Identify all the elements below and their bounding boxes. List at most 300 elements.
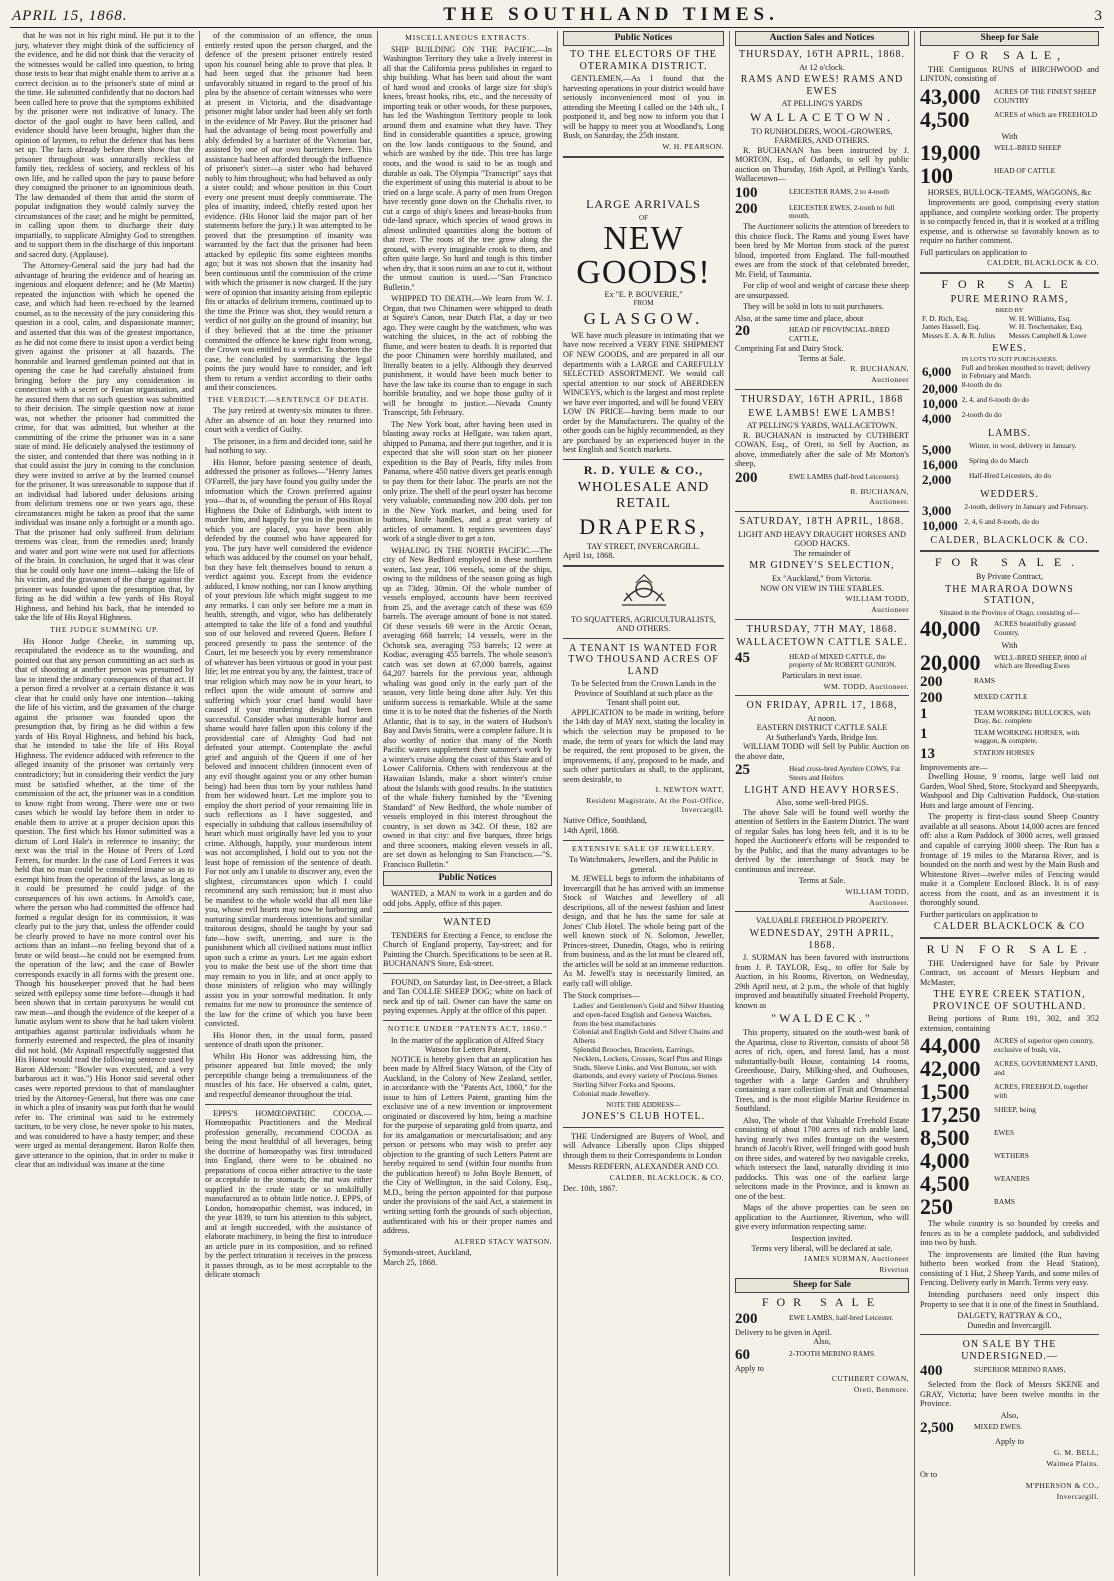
- lot-desc: ACRES of which are FREEHOLD: [994, 109, 1098, 119]
- auction-subheading: The remainder of: [793, 548, 851, 558]
- lot-count: 8,500: [920, 1125, 970, 1151]
- lot-count: 100: [920, 163, 953, 189]
- run-intro: THE Undersigned have for Sale by Private Contract, on account of Messrs Hepburn and McMaster,: [920, 958, 1099, 987]
- lot-count: 1: [920, 725, 928, 742]
- new-goods-heading: NEW GOODS!: [576, 219, 711, 291]
- stock-item: Sterling Silver Forks and Spoons.: [573, 1080, 676, 1090]
- signature: CALDER, BLACKLOCK, & CO.: [609, 1172, 724, 1182]
- pigs-line: Also, some well-bred PIGS.: [775, 798, 869, 808]
- address: Symonds-street, Auckland,: [383, 1248, 472, 1258]
- lot-row: [920, 1035, 1099, 1057]
- lot-row: [920, 747, 1099, 762]
- signature: M'PHERSON & CO.,: [1025, 1480, 1099, 1490]
- article-paragraph: His Honor then, in the usual form, passed sentence of death upon the prisoner.: [205, 1030, 372, 1050]
- lot-desc: WETHERS: [994, 1151, 1029, 1161]
- signature: DALGETY, RATTRAY & CO.,: [957, 1311, 1062, 1321]
- divider: [735, 619, 909, 620]
- inspection-line: Inspection invited.: [791, 1233, 853, 1243]
- lot-desc: 8-tooth do do: [961, 379, 1002, 389]
- lot-row: [920, 1081, 1099, 1103]
- auction-place: WALLACETOWN.: [749, 109, 895, 124]
- lot-desc: Half-Bred Leicesters, do do: [968, 470, 1052, 480]
- patents-heading: NOTICE UNDER "PATENTS ACT, 1860.": [387, 1023, 548, 1033]
- wedders-heading: WEDDERS.: [980, 488, 1039, 500]
- lot-count: 19,000: [920, 140, 981, 166]
- ship-name: Ex "E. P. BOUVERIE,": [604, 289, 683, 299]
- lot-desc: MIXED CATTLE: [974, 691, 1028, 701]
- divider: [563, 459, 724, 460]
- divider: [735, 911, 909, 912]
- lot-count: 4,500: [920, 1171, 970, 1197]
- lot-desc: HEAD of MIXED CATTLE, the property of Mr ROBERT GUNION.: [789, 651, 897, 670]
- lot-count: 4,000: [920, 1148, 970, 1174]
- signature: I. NEWTON WATT,: [655, 785, 724, 795]
- auction-date: THURSDAY, 7TH MAY, 1868.: [746, 623, 898, 635]
- property-name: "WALDECK.": [771, 1011, 873, 1026]
- lot-count: 2,500: [920, 1420, 954, 1437]
- auction-sales-header: Auction Sales and Notices: [735, 31, 909, 46]
- article-paragraph: The Attorney-General said the jury had had the advantage of hearing the evidence and of hearing an ingenious and eloquent defence; and he (Mr Martin) repeated the injunction with which he opened the case, and which had been re-echoed by the learned counsel, as to the necessity of the jury considering this question in a cool, calm, and dispassionate manner; and asserted that this was of the greatest importance, as he did not come there to insist upon a verdict being given against the prisoner at all hazards. The honorable and learned gentleman pointed out that in opening the case he had carefully abstained from bringing before the jury any consideration in connection with a secret or Fenian organisation, and he assured them that no such question was submitted to their decision. The simple question now at issue was, not whether the prisoner had committed the crime, for that was admitted, but whether at the committing of the crime the prisoner was in a sane state of mind. He delicately analysed the testimony of the sister, and contended that there was nothing in it that could assist the jury in coming to the conclusion they were invited to arrive at by the learned counsel for the prisoner. It was unreasonable to suppose that if an individual had labored under delusions arising from delirium tremens one or two years ago, these circumstances might be taken as proof that the same individual was insane only a fortnight or a month ago. That the prisoner had only suffered from delirium tremens was clear, from the remedies used; brandy and water and port wine were not used for affections of the brain. In conclusion, he urged that it was clear that he could only have one intent—taking the life of his victim, and the gravamen of the charge against the prisoner was founded upon the presumption that, by firing as he did within a few yards of His Royal Highness, and behind his back, that he intended to take the life of His Royal Highness.: [15, 261, 194, 623]
- run-for-sale-heading: RUN FOR SALE.: [926, 941, 1093, 956]
- lot-desc: 2, 4, 6 and 8-tooth, do do: [964, 516, 1039, 526]
- divider: [563, 638, 724, 639]
- wanted-heading: WANTED: [443, 917, 492, 929]
- ewes-table: [920, 364, 1099, 426]
- column-3: [378, 31, 558, 1576]
- signature-place: Waimea Plains.: [1046, 1458, 1099, 1468]
- electors-notice: GENTLEMEN,—As I found that the harvesting operations in your district would have seriously inconvenienced most of you in attending the Meeting I called on the 14th ult., I postponed it, and beg now to inform you that I will be happy to meet you at Woodland's, Long Bush, on Saturday, the 25th instant.: [563, 74, 724, 141]
- station-heading: THE MARAROA DOWNS STATION,: [945, 583, 1074, 607]
- auction-to: TO RUNHOLDERS, WOOL-GROWERS, FARMERS, AND OTHERS.: [751, 126, 893, 146]
- divider: [920, 937, 1099, 939]
- auction-body: The Auctioneer solicits the attention of breeders to this choice flock. The Rams and young Ewes have been bred by Mr Morton from stock of the purest blood, imported from England. The full-mouthed ewes are from the stock of that celebrated breeder, Mr. Field, of Tasmania.: [735, 221, 909, 279]
- royal-crest-icon: [614, 571, 674, 611]
- signature: ALFRED STACY WATSON.: [454, 1236, 552, 1246]
- divider: [735, 389, 909, 390]
- run-body: Improvements are good, comprising every station appliance, and complete working order. The property is so compactly fenced in, that it is worked at a trifling expense, and is otherwise so favorably known as to require no further comment.: [920, 197, 1099, 246]
- on-sale-heading: ON SALE BY THE UNDERSIGNED.—: [961, 1339, 1058, 1362]
- lot-row: [920, 1364, 1099, 1379]
- lot-row: [920, 83, 1099, 109]
- auction-heading: EWE LAMBS! EWE LAMBS!: [748, 407, 896, 419]
- particulars: Further particulars on application to: [920, 909, 1038, 919]
- auction-body: R. BUCHANAN has been instructed by J. MORTON, Esq., of Oatlands, to sell by public auction on Thursday, 16th April, at Pelling's Yards, Wallacetown—: [735, 145, 909, 184]
- lot-desc: RAMS: [994, 1197, 1015, 1207]
- date-line: 14th April, 1868.: [563, 825, 619, 835]
- drapers-heading: DRAPERS,: [579, 514, 708, 540]
- lot-desc: HEAD OF CATTLE: [994, 166, 1056, 176]
- lot-desc: 2, 4, and 6-tooth do do: [961, 395, 1029, 404]
- column-1: [10, 31, 200, 1576]
- divider: [920, 272, 1099, 274]
- auction-date: WEDNESDAY, 29TH APRIL, 1868.: [749, 927, 895, 951]
- or-line: Or to: [920, 1470, 938, 1480]
- apply-line: Apply to: [735, 1363, 764, 1373]
- lot-desc: HEAD OF PROVINCIAL-BRED CATTLE,: [789, 325, 890, 343]
- auction-heading: WALLACETOWN CATTLE SALE.: [736, 637, 908, 649]
- lot-row: [920, 165, 1099, 187]
- article-paragraph: that he was not in his right mind. He put it to the jury, whatever they might think of the sufficiency of the evidence, and he did not think that the veracity of the witnesses would be called into question, to bring those tests to bear that might enable them to arrive at a correct decision as to the prisoner's state of mind at the time. He submitted confidently that no doctors had been called here to prove that the symptoms exhibited by the prisoner were not indicative of lunacy. The doctor of the gaol ought to have been called, and evidence should have been brought, higher than the opinion of laymen, to rebut the defence that has been set up. The facts already before them show that the prisoner throughout was unnaturally reckless of family ties, reckless of society, and reckless of his own life, and he called upon the jury to pause before they consigned the prisoner to an ignominious death. The law demanded of them that amid the storm of popular indignation they would calmly survey the circumstances of the case; and he might be permitted, in calling upon them to discharge their duty impartially, to supplicate Almighty God to strengthen and to support them in the discharge of this important and sacred duty. (Applause).: [15, 31, 194, 259]
- wholesale-heading: WHOLESALE AND RETAIL: [577, 479, 710, 511]
- article-paragraph: His Honor Judge Cheeke, in summing up, recapitulated the evidence as to the wounding, and pointed out that any person committing an act such as that of shooting at another person was presumed by law to intend the ordinary consequences of that act. If a person fired a revolver at a certain distance it was clear that he could only have one intention—taking the life of his victim, and the gravamen of the charge against the prisoner was founded upon the presumption that, by firing as he did within a few yards of His Royal Highness, and behind his back, that he intended to take the life of His Royal Highness. The evidence adduced with reference to the alleged insanity of the prisoner was certainly very contradictory; but in considering their verdict the jury must be satisfied whether, at the time of the commission of the act, the prisoner was in a condition to know right from wrong. There were one or two cases which he would lay before them in order to enable them to arrive at a proper decision upon this question. The first which his Honor submitted was a dictum of Lord Hale's in reference to insanity; the next was the trial in the House of Peers of Lord Ferrers, for murder. In the case of Lord Ferrers it was held that no man could be considered insane so as to exempt him from the operation of the laws, as long as it could be presumed he could judge of the consequences of his own actions. In Arnold's case, where the person who had committed the offence had formed a regular design for its commission, it was clearly put to the jury that, unless the offender could be clearly proved to have no more control over his actions than an infant—no feeling beyond that of a brute or wild beast—he could not be exempted from the operation of the law; and the case of Bowler corresponds exactly in all forms with the present one. Though his housekeeper proved that he had been seized with epilepsy some time before—though it had been shown that in certain paroxysms he would cut raw meat—and though the evidence of the keeper of a lunatic asylum went to show that he had taken violent antipathies against particular individuals whom he formerly esteemed and respected, the plea of insanity did not hold. (Mr Aspinall respectfully suggested that His Honor would read the following sentence used by Baron Alderson: "Bowler was executed, and a very barbarous act it was.") His Honor said several other cases were reported previous to that of manslaughter tried by the Attorney-General, but there was one case in which a plea of insanity was put forth that he would refer to. The criminal was said to be extremely taciturn, to be very close, he never spoke to his mates, and was considered to have a hasty temper; and these were urged as mental derangement. Baron Rolfe then gave utterance to the opinion, that in order to make it clear that an individual was insane at the time: [15, 636, 194, 1170]
- breeder: W. H. Teschemaker, Esq.: [1008, 322, 1083, 332]
- lot-desc: SUPERIOR MERINO RAMS,: [974, 1365, 1066, 1375]
- breeder: W. H. Williams, Esq.: [1008, 313, 1072, 323]
- wool-ad: THE Undersigned are Buyers of Wool, and will Advance Liberally upon Clips shipped through them to their Correspondents in London: [563, 1131, 724, 1160]
- auction-date: THURSDAY, 16TH APRIL, 1868.: [739, 49, 905, 61]
- auction-heading: RAMS AND EWES! RAMS AND EWES: [740, 74, 904, 97]
- stock-item: Studs, Sleeve Links, and Vest Buttons, set with diamonds, and every variety of Precious Stones: [573, 1062, 718, 1081]
- lot-count: 13: [920, 745, 935, 762]
- auction-heading: LIGHT AND HEAVY DRAUGHT HORSES AND GOOD HACKS.: [738, 529, 906, 549]
- lots-line: IN LOTS TO SUIT PURCHASERS.: [961, 356, 1058, 364]
- stock-item: Colonial and English Gold and Silver Chains and Alberts: [573, 1027, 723, 1046]
- lot-row: [735, 186, 909, 201]
- breeder: Messrs E. A. & R. Julius: [922, 331, 996, 341]
- column-5: [730, 31, 915, 1576]
- view-line: NOW ON VIEW IN THE STABLES.: [760, 583, 884, 593]
- lot-desc: Winter, in wool, delivery in January.: [968, 440, 1077, 450]
- with-line: With: [1001, 641, 1018, 651]
- article-paragraph: The jury retired at twenty-six minutes to three. After an absence of an hour they returned into court with a verdict of Guilty.: [205, 406, 372, 435]
- auction-time: At noon.: [807, 713, 837, 723]
- terms: Terms at Sale.: [798, 876, 846, 886]
- lot-count: 4,500: [920, 106, 970, 132]
- lot-row: [920, 1104, 1099, 1126]
- lot-count: 44,000: [920, 1033, 981, 1059]
- issue-date: APRIL 15, 1868.: [12, 8, 128, 24]
- auction-time: At 12 o'clock.: [799, 62, 845, 72]
- lot-row: [920, 1127, 1099, 1149]
- lot-count: 10,000: [922, 396, 958, 411]
- lot-row: [920, 142, 1099, 164]
- ewes-heading: EWES.: [992, 342, 1027, 354]
- station-body: The property is first-class sound Sheep Country available at all seasons. About 14,000 acres are fenced off: also a Ram Paddock of 3000 acres, well grassed and capable of carrying 3000 sheep. The Run has a frontage of 19 miles to the Mararoa River, and is bounded on the north and west by the Main Bush and Whitestone River—twelve miles of Fencing would make it a Complete Enclosed Block. It is of easy access from the coast, and as an investment it is thoroughly sound.: [920, 812, 1099, 908]
- auction-date: SATURDAY, 18TH APRIL, 1868.: [739, 516, 905, 528]
- sheep-for-sale-header: Sheep for Sale: [735, 1278, 909, 1293]
- divider: [383, 1020, 552, 1021]
- bred-by: BRED BY: [995, 307, 1024, 315]
- signature-place: Oreti, Benmore.: [853, 1384, 909, 1394]
- lot-desc: STATION HORSES: [974, 747, 1035, 757]
- run-intro: THE Contiguous RUNS of BIRCHWOOD and LINTON, consisting of: [920, 64, 1099, 84]
- ship-line: Ex "Auckland," from Victoria.: [772, 574, 872, 584]
- lot-count: 40,000: [920, 616, 981, 642]
- glasgow-heading: GLASGOW.: [583, 309, 704, 329]
- divider: [563, 1127, 724, 1128]
- large-arrivals-heading: LARGE ARRIVALS: [586, 196, 701, 211]
- auction-body: Maps of the above properties can be seen on application to the Auctioneer, Riverton, who will give every information respecting same.: [735, 1203, 909, 1232]
- lot-count: 250: [920, 1194, 953, 1220]
- lot-desc: 2-TOOTH MERINO RAMS.: [789, 1348, 876, 1358]
- lot-count: 200: [735, 1310, 758, 1327]
- signature: R. BUCHANAN,: [850, 486, 909, 496]
- lot-count: 16,000: [922, 456, 958, 472]
- divider: [563, 565, 724, 567]
- auction-location: AT PELLING'S YARDS, WALLACETOWN.: [746, 421, 898, 431]
- divider: [563, 156, 724, 158]
- lot-desc: WEANERS: [994, 1174, 1030, 1184]
- signature-place: Invercargill.: [1056, 1491, 1099, 1501]
- contract-line: By Private Contract,: [975, 572, 1044, 582]
- lot-desc: LEICESTER EWES, 2-tooth to full mouth.: [789, 202, 895, 221]
- signature: CALDER, BLACKLOCK & CO.: [930, 534, 1089, 546]
- divider: [735, 511, 909, 512]
- divider: [383, 912, 552, 913]
- wool-correspondents: Messrs REDFERN, ALEXANDER AND CO.: [567, 1162, 720, 1172]
- signature: JAMES SURMAN, Auctioneer: [803, 1254, 909, 1264]
- article-paragraph: of the commission of an offence, the onus entirely rested upon the person charged, and the defence of the present prisoner entirely rested upon his counsel being able to prove that plea. It had been urged that the prisoner had been unfavorably situated in regard to the proof of his plea by the absence of certain witnesses who were at present in Victoria, and the disadvantage prisoner might labor under had been ably set forth in the evidence of Mr Pavey. But the prisoner had had the advantage of being most powerfully and ably defended by a barrister of the Victorian bar, assisted by one of our own barristers here. This assistance had been afforded through the influence of prisoner's sister—a sister who had behaved nobly to him throughout; who had behaved as only a sister could; and whose position in this Court every one present must deeply commiserate. The plea of insanity, indeed, chiefly rested upon her evidence. (His Honor laid the major part of her statements before the jury.) It was attempted to be proved that the presumption of insanity was warranted by the fact that the prisoner had been attacked by epileptic fits some eighteen months ago; but it was not shown that the insanity had been continuous until the commission of the crime with which the prisoner is now charged. If the jury were of opinion that insanity arising from epileptic fits or attacks of delirium tremens, continued up to the time the Prince was shot, they would return a verdict of not guilty on the ground of insanity; but if they believed that at the time the prisoner committed the offence he knew right from wrong, the Crown was entitled to a verdict. To shorten the case, he concluded by summarising the legal points the jury would have to consider, and left them to return a verdict according to their oaths and their consciences.: [205, 31, 372, 393]
- property-heading: VALUABLE FREEHOLD PROPERTY.: [755, 916, 889, 926]
- lot-count: 20,000: [920, 649, 981, 675]
- lot-count: 200: [735, 469, 758, 486]
- divider: [383, 973, 552, 974]
- lot-count: 100: [735, 184, 758, 201]
- signature: WILLIAM TODD,: [845, 886, 909, 896]
- date-line: March 25, 1868.: [383, 1257, 438, 1267]
- lot-row: [920, 618, 1099, 640]
- lot-count: 200: [735, 200, 758, 217]
- lot-row: [920, 106, 1099, 132]
- auction-location: AT PELLING'S YARDS: [781, 99, 863, 109]
- date-line: April 1st, 1868.: [563, 551, 615, 561]
- run-body: Selected from the flock of Messrs SKENE and GRAY, Victoria; have been twelve months in the Province.: [920, 1380, 1099, 1409]
- column-2: [200, 31, 378, 1576]
- lot-desc: ACRES of superior open country, exclusive of bush, viz,: [994, 1036, 1094, 1054]
- lot-count: 42,000: [920, 1056, 981, 1082]
- signature: G. M. BELL,: [1053, 1447, 1099, 1457]
- article-paragraph: The New York boat, after having been used in blasting away rocks at Hellgate, was taken apart, shipped to Panama, and there put together, and it is expected that she will soon start on her pioneer expedition to the Bay of Pearls, fifty miles from Panama, where 450 native divers get pearls enough to pay them for their labor. The pearls are not the only prize. The shell of the pearl oyster has become very valuable, commanding now 200 dols. per ton in the New York market, and being used for buttons, knife handles, and a great variety of articles of ornament. It requires seventeen days' work of a single diver to get a ton.: [383, 419, 552, 544]
- article-paragraph: SHIP BUILDING ON THE PACIFIC.—In Washington Territory they take a lively interest in all that the California press publishes in regard to ship building. What has been said about the want of hard wood and crooks of large size for ship's knees, breast hooks, ribs, etc., and the necessity of importing teak or other woods, for these purposes, has led the Washington Territory people to look around them and examine what they have. They find in considerable quantities a spruce, growing on the low lands contiguous to the Sound, and which are washed by the tide. This tree has large roots, and the wood is said to be as tough and durable as oak. The Olympia "Transcript" says that the experiment of using this material is about to be tried on a large scale. A party of men from Oregon have recently gone down on the Chehalis river, to cut a cargo of ship's knees and breast-hooks from tide-land spruce, which species of wood grows in almost unlimited quantities along the bottom of that river. The roots of the tree grow along the ground, with every imaginable crook to them, and often quite large. So hard and tough is this timber when dry, that it soon ruins an axe to cut it, without the utmost caution is used.—"San Francisco Bulletin.": [383, 44, 552, 292]
- horses-line: HORSES, BULLOCK-TEAMS, WAGGONS, &c: [927, 188, 1092, 198]
- wedders-table: [920, 503, 1099, 533]
- improvements-body: Dwelling House, 9 rooms, large well laid out Garden, Wool Shed, Store, Stockyard and Sheepyards, Washpool and Dip Cultivation Paddock, Out-station Huts and large amount of Fencing.: [920, 772, 1099, 810]
- lot-count: 1,500: [920, 1079, 970, 1105]
- note-address: NOTE THE ADDRESS—: [606, 1100, 681, 1109]
- signature: WILLIAM TODD,: [845, 594, 909, 604]
- signature-role: Auctioneer.: [869, 497, 909, 507]
- run-body: Being portions of Runs 191, 302, and 352 extension, containing: [920, 1014, 1099, 1033]
- from-label: FROM: [633, 299, 654, 308]
- page-number: 3: [1094, 8, 1102, 24]
- lot-count: 43,000: [920, 83, 981, 109]
- tenant-body: APPLICATION to be made in writing, before the 14th day of MAY next, stating the locality in which the selection may be proposed to be made, the term of years for which the land may be required, the rent proposed to be given, the improvements, if any, proposed to be made, and such other particulars as shall, to the applicant, seem desirable, to: [563, 707, 724, 784]
- article-paragraph: Whilst His Honor was addressing him, the prisoner appeared but little moved; the only perceptible change being a tremulousness of the muscles of his face. He observed a calm, quiet, and respectful demeanor throughout the trial.: [205, 1051, 372, 1099]
- run-body: The whole country is so bounded by creeks and fences as to be a complete paddock, and subdivided into two by bush.: [920, 1219, 1099, 1248]
- signature: CALDER, BLACKLOCK & CO.: [987, 258, 1099, 268]
- of-label: OF: [639, 213, 648, 222]
- lot-note: Comprising Fat and Dairy Stock.: [735, 344, 844, 354]
- lot-row: [920, 1196, 1099, 1218]
- lot-count: 5,000: [922, 441, 952, 457]
- lot-desc: MIXED EWES.: [974, 1422, 1023, 1432]
- also-line: Also,: [1000, 1410, 1019, 1420]
- electors-heading: TO THE ELECTORS OF THE OTERAMIKA DISTRICT.: [570, 49, 717, 72]
- tenant-subheading: To be Selected from the Crown Lands in the Province of Southland at such place as the Tenant shall point out.: [571, 679, 716, 708]
- masthead: [10, 4, 1104, 28]
- lot-desc: ACRES, GOVERNMENT LAND, and: [994, 1059, 1098, 1077]
- improvements-label: Improvements are—: [920, 762, 988, 772]
- breeder: Messrs Campbell & Lowe: [1008, 331, 1087, 341]
- lot-count: 2,000: [922, 471, 952, 487]
- delivery-line: Delivery to be given in April.: [735, 1327, 832, 1337]
- auction-body: The above Sale will be found well worthy the attention of Settlers in the Eastern District. The want of regular Sales has long been felt, and it is to be hoped the Auctioneer's efforts will be responded to by the Public, and that the many advantages to be derived by the interchange of Stock may be continuous and increase.: [735, 807, 909, 874]
- signature: R. BUCHANAN,: [850, 364, 909, 374]
- epps-cocoa-ad: EPPS'S HOMŒOPATHIC COCOA.— Homœopathic Practitioners and the Medical profession generally, recommend COCOA as being the most healthful of all beverages, being the doctrine of homœopathy was first introduced into England, there were to be obtained no preparations of cocoa either attractive to the taste or acceptable to the stomach; the nut was either supplied in the crude state or so unskilfully manufactured as to obtain little notice. J. EPPS, of London, homœopathic chemist, was induced, in the year 1839, to turn his attention to this subject, and at length succeeded, with the assistance of elaborate machinery, in being the first to introduce an article pure in its composition, and so refined by the perfect trituration it receives in the process it passes through, as to be most acceptable to the delicate stomach: [205, 1108, 372, 1280]
- lot-desc: EWES: [994, 1128, 1015, 1138]
- horses-line: LIGHT AND HEAVY HORSES.: [744, 784, 900, 796]
- patents-notice: NOTICE is hereby given that an application has been made by Alfred Stacy Watson, of the City of Auckland, in the Colony of New Zealand, settler, in accordance with the "Patents Act, 1860," for the issue to him of Letters Patent, granting him the exclusive use of a new invention or improvement originated or discovered by him, being a machine for the purpose of separating gold from quartz, and for its amalgamation or mercurialisation; and any person or persons who may wish to prefer any objection to the granting of such Letters Patent are hereby required to send (within four months from the publication hereof) to John Boyle Bennett, of the City of Wellington, in the said Colony, Esq., M.D., being the person appointed for that purpose under the provisions of the said Act, a statement in writing setting forth the grounds of such objection, authenticated with his or their proper names and address.: [383, 1054, 552, 1236]
- lot-desc: 2-tooth do do: [961, 410, 1002, 420]
- lot-desc: LEICESTER RAMS, 2 to 4-tooth: [789, 186, 889, 196]
- breeder: F. D. Rich, Esq.: [922, 313, 969, 323]
- public-notices-header: Public Notices: [383, 871, 552, 886]
- lot-count: 200: [920, 673, 943, 690]
- auction-body: J. SURMAN has been favored with instructions from J. P. TAYLOR, Esq., to offer for Sale by Auction, in his Rooms, Riverton, on Wednesday, 29th April next, at 2 p.m., the whole of that highly improved and beautifully situated Freehold Property, known as: [735, 953, 909, 1010]
- lot-row: [735, 1348, 909, 1363]
- particulars: Full particulars on application to: [920, 247, 1027, 257]
- lot-count: 20,000: [922, 380, 958, 396]
- squatters-heading: TO SQUATTERS, AGRICULTURALISTS, AND OTHERS.: [571, 614, 716, 634]
- article-paragraph: The prisoner, in a firm and decided tone, said he had nothing to say.: [205, 436, 372, 456]
- particulars: Particulars in next issue.: [781, 670, 863, 680]
- jewellery-subheading: To Watchmakers, Jewellers, and the Public in general.: [569, 855, 718, 874]
- lot-count: 6,000: [922, 363, 952, 379]
- column-4: [558, 31, 730, 1576]
- lot-desc: ACRES OF THE FINEST SHEEP COUNTRY: [994, 86, 1097, 105]
- auction-body: For clip of wool and weight of carcase these sheep are unsurpassed.: [735, 281, 909, 300]
- section-heading: THE VERDICT.—SENTENCE OF DEATH.: [207, 394, 370, 404]
- divider: [735, 695, 909, 696]
- signature-place: Riverton: [879, 1264, 909, 1274]
- lot-desc: ACRES, FREEHOLD, together with: [994, 1082, 1089, 1100]
- lot-row: [920, 691, 1099, 706]
- divider: [205, 1104, 372, 1105]
- new-goods-body: WE have much pleasure in intimating that we have now received a VERY FINE SHIPMENT OF NEW GOODS, and are prepared in all our departments with a LARGE and CAREFULLY SELECTED ASSORTMENT. We would call special attention to our stock of ABERDEEN WINCEYS, which is the largest and most replete we have ever imported, and will be found VERY LOW IN PRICE—having been made to our order by the Manufacturers. The quality of the other goods can be highly recommended, as they are purchased by an experienced buyer in the best English and Scotch markets.: [563, 330, 724, 455]
- lot-row: [920, 675, 1099, 690]
- jewellery-body: M. JEWELL begs to inform the inhabitants of Invercargill that he has arrived with an immense Stock of Watches and Jewellery of all descriptions, all of the newest fashion and latest design, and that he has the same for sale at Jones' Club Hotel. The whole being part of the well known stock of N. Solomon, Jeweller, Princes-street, Dunedin, Otago, who is retiring from business, and as the lot must be cleared off, the articles will be sold at an immense reduction. As M. Jewell's stay is necessarily limited, an early call will oblige.: [563, 874, 724, 988]
- for-sale-heading: FOR SALE: [941, 276, 1078, 291]
- lot-row: [735, 471, 909, 486]
- patents-subheading: In the matter of the application of Alfred Stacy Watson for Letters Patent.: [390, 1035, 545, 1055]
- station-heading: THE EYRE CREEK STATION, PROVINCE OF SOUTHLAND.: [932, 989, 1087, 1012]
- lot-count: 25: [735, 762, 750, 779]
- lot-desc: EWE LAMBS (half-bred Leicesters).: [789, 471, 900, 481]
- auction-body: Also, The whole of that Valuable Freehold Estate consisting of about 1700 acres of rich arable land, having nearly two miles frontage on the western branch of Jacob's River, well fringed with good bush on three sides, and watered by two navigable creeks, which intersect the land, naturally dividing it into paddocks. This was one of the earliest large selections made in the Province, and is known as one of the best.: [735, 1115, 909, 1201]
- jewellery-heading: EXTENSIVE SALE OF JEWELLERY.: [572, 843, 715, 853]
- divider: [920, 1334, 1099, 1335]
- lot-row: [735, 202, 909, 221]
- terms: Terms at Sale.: [798, 353, 846, 363]
- lot-row: [920, 1173, 1099, 1195]
- lot-count: 45: [735, 649, 750, 666]
- lot-count: 400: [920, 1363, 943, 1380]
- lot-desc: 2-tooth, delivery in January and February.: [964, 501, 1089, 511]
- date-line: Dec. 10th, 1867.: [563, 1184, 618, 1194]
- location-line: Situated in the Province of Otago, consisting of—: [939, 608, 1080, 617]
- lot-count: 200: [920, 689, 943, 706]
- lot-row: [735, 763, 909, 782]
- lot-row: [920, 649, 1099, 675]
- lambs-table: [920, 442, 1099, 487]
- hotel-heading: JONES'S CLUB HOTEL.: [581, 1110, 706, 1122]
- lot-desc: Head cross-bred Ayrshire COWS, Fat Steers and Heifers: [789, 764, 901, 783]
- auction-body: They will be sold in lots to suit purchasers.: [743, 302, 884, 312]
- signature-role: Auctioneer.: [869, 897, 909, 907]
- auction-location: At Sutherland's Yards, Bridge Inn.: [765, 732, 879, 742]
- also-line: Also,: [813, 1337, 831, 1347]
- stock-title: The Stock comprises—: [563, 990, 640, 1000]
- auction-body: WILLIAM TODD will Sell by Public Auction on the above date,: [735, 742, 909, 761]
- lambs-heading: LAMBS.: [988, 428, 1031, 440]
- auction-also: Also, at the same time and place, about: [735, 313, 864, 323]
- section-heading: THE JUDGE SUMMING UP.: [50, 624, 159, 634]
- lot-desc: Full and broken mouthed to travel; delivery in February and March.: [961, 362, 1091, 381]
- signature-place: Dunedin and Invercargill.: [967, 1320, 1052, 1330]
- lot-desc: Spring do do March: [968, 455, 1029, 465]
- columns: [10, 31, 1104, 1576]
- auction-body: R. BUCHANAN is instructed by CUTHBERT COWAN, Esq., of Oreti, to Sell by Auction, as above, immediately after the sale of Mr Morton's sheep,: [735, 430, 909, 469]
- terms: Terms very liberal, will be declared at sale.: [751, 1243, 893, 1253]
- lot-row: [920, 1058, 1099, 1080]
- run-body: The improvements are limited (the Run having hitherto been worked from the Head Station), consisting of 1 Hut, 2 Sheep Yards, and some miles of Fencing. Delivery early in March. Terms very easy.: [920, 1249, 1099, 1288]
- stock-item: Ladies' and Gentlemen's Gold and Silver Hunting and open-faced English and Geneva Watches, from the best manufactures: [573, 1001, 724, 1028]
- yule-name: R. D. YULE & CO.,: [583, 462, 704, 477]
- lot-row: [920, 707, 1099, 726]
- signature: CUTHBERT COWAN,: [831, 1374, 909, 1384]
- article-paragraph: His Honor, before passing sentence of death, addressed the prisoner as follows—"Henry James O'Farrell, the jury have found you guilty under the information which the Crown preferred against you—that is, of wounding the person of His Royal Highness the Duke of Edinburgh, with intent to murder him, and happily for you in the position in which you are placed, you have been ably defended by the counsel who have appeared for you. The jury have well considered the evidence which was adduced by the counsel on your behalf, but they have felt themselves bound to return a verdict against you. Except from the evidence adduced, I know nothing, nor can I know anything of your previous life which might suggest to me any remarks. I can only see before me a man in health, strength, and vigor, who has deliberately attempted to take the life of a fond and youthful son of our beloved and revered Queen. Before I proceed presently to pass the sentence of the Court, let me beseech you by every remembrance of whatever has been virtuous or good in your past life; let me entreat you by any, the faintest, trace of true religion which may now be in your heart, to reflect upon the wide amount of sorrow and suffering which your cruel hand would have caused if your murdering design had been successful. Consider what unutterable horror and shame would have fallen upon this colony if the providential care of Almighty God had not defeated your attempt. Contemplate the awful grief and anguish of the Queen if one of her beloved and innocent children (innocent even of any evil thought against you or any other human being) had been thus torn by your ruthless hand from her widowed heart. Let me implore you to employ the short period of your remaining life in such reflections as I have suggested, and especially in subduing that callous insensibility of heart which must originally have led you to your crime. Although, happily, your murderous intent was not accomplished, I hold out to you not the least hope of remission of the sentence of death. For not only am I unable to discover any, even the slightest, circumstances upon which I could recommend any such remission; but it must also be manifest to the whole world that all men like you, whose evil hearts may now be harboring and nurturing similar murderous intentions and similar traitorous designs, should be taught by your sad fate—how swift, unerring, and sure is the punishment which all civilised nations must inflict upon such a crime as yours. Let me again exhort you to make the best use of the short time that may remain to you in life, and at once apply to those ministers of religion who may willingly assist you in your sorrowful meditation. It only remains for me now to pronounce the sentence of the law for the crime of which you have been convicted.: [205, 457, 372, 1029]
- stock-item: Colonial made Jewellery.: [573, 1089, 650, 1098]
- tenders-ad: TENDERS for Erecting a Fence, to enclose the Church of England property, Tay-street; and for Painting the Church. Specifications to be seen at R. BUCHANAN'S Store, Esk-street.: [383, 930, 552, 969]
- lot-count: 20: [735, 323, 750, 340]
- for-sale-heading: FOR SALE: [761, 1294, 883, 1309]
- stock-item: Splendid Brooches, Bracelets, Earrings, Necklets, Lockets, Crosses, Scarf Pins and Rings: [573, 1045, 723, 1063]
- selection-heading: MR GIDNEY'S SELECTION,: [749, 560, 895, 572]
- lot-row: [920, 1150, 1099, 1172]
- auction-body: This property, situated on the south-west bank of the Aparima, close to Riverton, consists of about 58 acres of rich, open, and forest land, has a most substantially-built House, containing 14 rooms, Greenhouse, Dairy, Milking-shed, and Outhouses, together with a large Garden and shrubbery containing a rare collection of Fruit and Ornamental Trees, and is the most eligible Marine Residence in Southland.: [735, 1028, 909, 1114]
- for-sale-heading: FOR SALE,: [952, 48, 1067, 63]
- lot-row: [735, 324, 909, 343]
- newspaper-title: THE SOUTHLAND TIMES.: [443, 4, 779, 25]
- section-heading: MISCELLANEOUS EXTRACTS.: [405, 33, 530, 42]
- lot-row: [735, 651, 909, 670]
- yule-address: TAY STREET, INVERCARGILL.: [586, 541, 701, 551]
- column-6: [915, 31, 1104, 1576]
- signature: W. H. PEARSON.: [662, 141, 724, 151]
- run-body: Intending purchasers need only inspect this Property to see that it is one of the finest in Southland.: [920, 1290, 1099, 1309]
- lot-row: [920, 1421, 1099, 1436]
- signature: CALDER BLACKLOCK & CO: [933, 921, 1086, 933]
- with-line: With: [1001, 131, 1018, 141]
- rams-heading: PURE MERINO RAMS,: [950, 293, 1069, 305]
- divider: [563, 840, 724, 841]
- lot-desc: RAMS: [974, 675, 995, 685]
- auction-heading: EASTERN DISTRICT CATTLE SALE: [756, 723, 888, 733]
- stock-list: [563, 1002, 724, 1099]
- public-notices-header: Public Notices: [563, 31, 724, 46]
- for-sale-heading: FOR SALE.: [934, 555, 1085, 570]
- lot-count: 4,000: [922, 411, 952, 427]
- signature: WM. TODD, Auctioneer.: [823, 681, 909, 691]
- article-paragraph: WHIPPED TO DEATH.—We learn from W. J. Organ, that two Chinamen were whipped to death at Squire's Canon, near Dutch Flat, a day or two ago. They were caught by the watchmen, who was watching the sluices, in the act of robbing the flume, and were beaten to death. It is reported that the poor Chinamen were horribly mutilated, and literally beaten to a jelly. Although they deserved punishment, it would have been much better to have the law take its course than to engage in such horrible brutality, and we hope those guilty of it will be brought to justice.—Nevada County Transcript, 5th February.: [383, 294, 552, 418]
- apply-line: Apply to: [995, 1437, 1024, 1447]
- lot-row: [920, 727, 1099, 746]
- found-dog-ad: FOUND, on Saturday last, in Dee-street, a Black and Tan COLLIE SHEEP DOG; white on back of neck and tip of tail. Owner can have the same on paying expenses. Apply at the office of this paper.: [383, 977, 552, 1016]
- tenant-heading: A TENANT IS WANTED FOR TWO THOUSAND ACRES OF LAND: [568, 642, 719, 677]
- lot-desc: ACRES beautifully grassed Country.: [994, 619, 1076, 637]
- divider: [920, 550, 1099, 552]
- wanted-man-ad: WANTED, a MAN to work in a garden and do odd jobs. Apply, office of this paper.: [383, 889, 552, 908]
